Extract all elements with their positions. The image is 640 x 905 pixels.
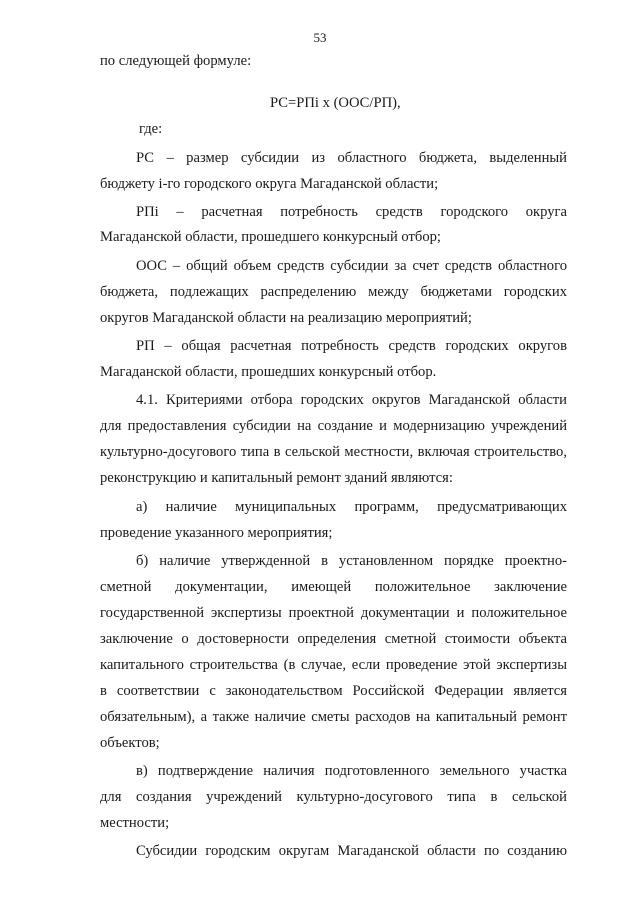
text-line: государственной экспертизы проектной документации и положительное [100, 605, 567, 621]
text-line: Магаданской области, прошедшего конкурсный отбор; [100, 229, 441, 245]
text-line: РП – общая расчетная потребность средств городских округов [136, 338, 567, 354]
text-line: сметной документации, имеющей положительное заключение [100, 579, 567, 595]
text-line: бюджета, подлежащих распределению между бюджетами городских [100, 284, 567, 300]
text-line: 4.1. Критериями отбора городских округов Магаданской области [136, 392, 567, 408]
text-line: местности; [100, 815, 170, 831]
text-line: ООС – общий объем средств субсидии за счет средств областного [136, 258, 567, 274]
text-line: округов Магаданской области на реализацию мероприятий; [100, 310, 472, 326]
text-line: РС – размер субсидии из областного бюджета, выделенный [136, 150, 567, 166]
text-line: реконструкцию и капитальный ремонт зданий являются: [100, 470, 453, 486]
text-line: Субсидии городским округам Магаданской области по созданию [136, 843, 567, 859]
formula: РС=РПi х (ООС/РП), [270, 95, 401, 111]
text-line: а) наличие муниципальных программ, предусматривающих [136, 499, 567, 515]
text-line: где: [139, 121, 163, 137]
text-line: проведение указанного мероприятия; [100, 525, 333, 541]
text-line: объектов; [100, 735, 160, 751]
text-line: бюджету i-го городского округа Магаданской области; [100, 176, 439, 192]
text-line: для предоставления субсидии на создание и модернизацию учреждений [100, 418, 567, 434]
text-line: в соответствии с законодательством Российской Федерации является [100, 683, 567, 699]
text-line: б) наличие утвержденной в установленном порядке проектно- [136, 553, 567, 569]
text-line: в) подтверждение наличия подготовленного земельного участка [136, 763, 567, 779]
text-line: обязательным), а также наличие сметы расходов на капитальный ремонт [100, 709, 567, 725]
text-line: культурно-досугового типа в сельской местности, включая строительство, [100, 444, 567, 460]
text-line: капитального строительства (в случае, если проведение этой экспертизы [100, 657, 567, 673]
text-line: по следующей формуле: [100, 53, 252, 69]
text-line: Магаданской области, прошедших конкурсный отбор. [100, 364, 437, 380]
text-line: заключение о достоверности определения сметной стоимости объекта [100, 631, 567, 647]
text-line: РПi – расчетная потребность средств городского округа [136, 204, 567, 220]
text-line: для создания учреждений культурно-досугового типа в сельской [100, 789, 567, 805]
page-number: 53 [313, 30, 327, 45]
